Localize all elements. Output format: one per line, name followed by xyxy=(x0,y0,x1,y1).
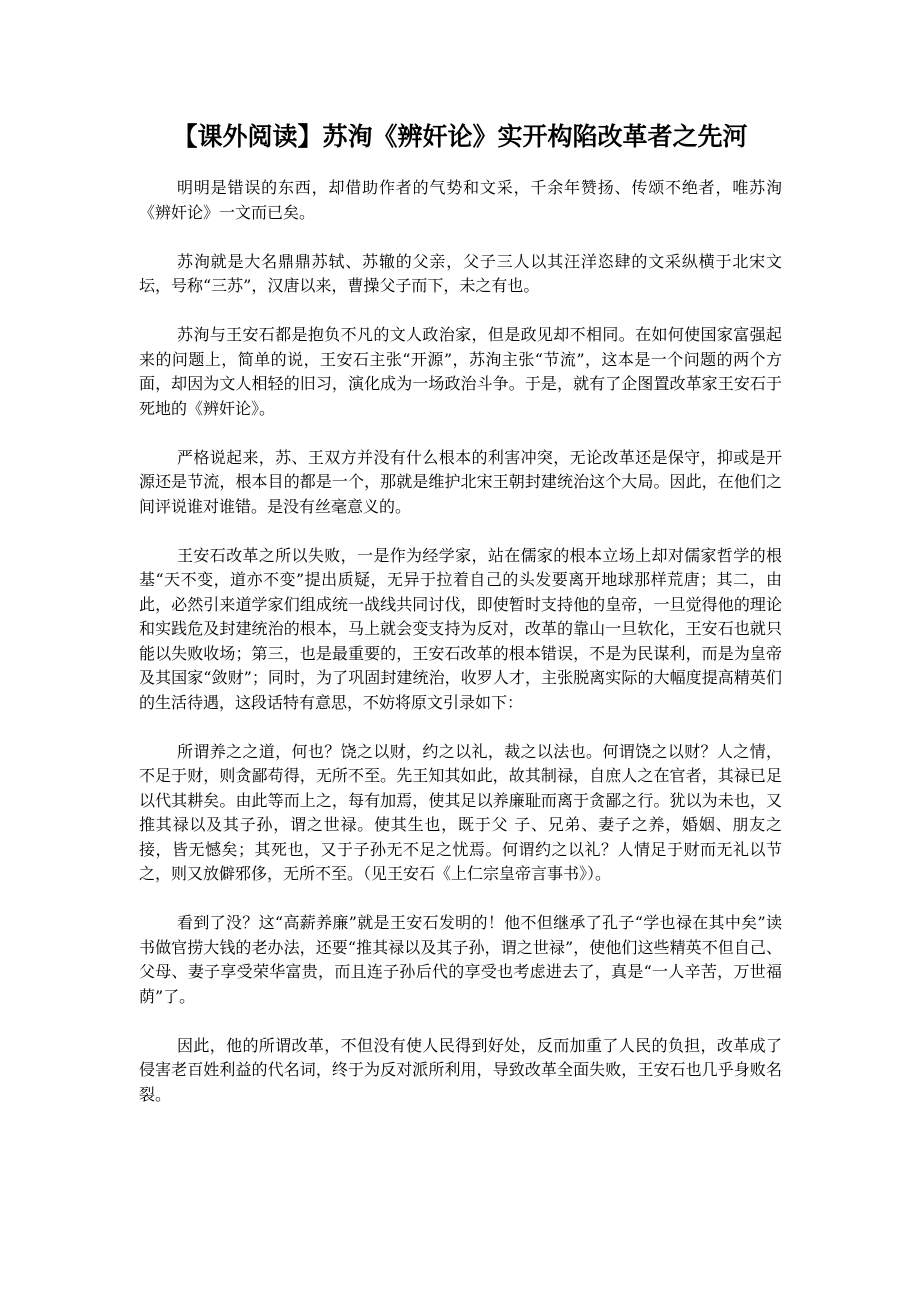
paragraph: 明明是错误的东西，却借助作者的气势和文采，千余年赞扬、传颂不绝者，唯苏洵《辨奸论》一文而已矣。 xyxy=(139,178,782,222)
paragraph: 苏洵与王安石都是抱负不凡的文人政治家，但是政见却不相同。在如何使国家富强起来的问题上，简单的说，王安石主张“开源”，苏洵主张“节流”，这本是一个问题的两个方面，却因为文人相轻的旧习，演化成为一场政治斗争。于是，就有了企图置改革家王安石于死地的《辨奸论》。 xyxy=(139,325,782,418)
paragraph: 因此，他的所谓改革，不但没有使人民得到好处，反而加重了人民的负担，改革成了侵害老百姓利益的代名词，终于为反对派所利用，导致改革全面失败，王安石也几乎身败名裂。 xyxy=(139,1035,782,1104)
document-title: 【课外阅读】苏洵《辨奸论》实开构陷改革者之先河 xyxy=(172,122,748,151)
paragraph: 苏洵就是大名鼎鼎苏轼、苏辙的父亲，父子三人以其汪洋恣肆的文采纵横于北宋文坛，号称“三苏”，汉唐以来，曹操父子而下，未之有也。 xyxy=(139,251,782,295)
paragraph: 严格说起来，苏、王双方并没有什么根本的利害冲突，无论改革还是保守，抑或是开源还是节流，根本目的都是一个，那就是维护北宋王朝封建统治这个大局。因此，在他们之间评说谁对谁错。是没有丝毫意义的。 xyxy=(139,447,782,516)
document-body xyxy=(139,176,782,1132)
quoted-passage: 所谓养之之道，何也？饶之以财，约之以礼，裁之以法也。何谓饶之以财？人之情，不足于财，则贪鄙苟得，无所不至。先王知其如此，故其制禄，自庶人之在官者，其禄已足以代其耕矣。由此等而上之，每有加焉，使其足以养廉耻而离于贪鄙之行。犹以为未也，又推其禄以及其子孙，谓之世禄。使其生也，既于父 子、兄弟、妻子之养，婚姻、朋友之接，皆无憾矣；其死也，又于子孙无不足之忧焉。何谓约之以礼？人情足于财而无礼以节之，则又放僻邪侈，无所不至。（见王安石《上仁宗皇帝言事书》）。 xyxy=(139,741,782,883)
paragraph: 王安石改革之所以失败，一是作为经学家，站在儒家的根本立场上却对儒家哲学的根基“天不变，道亦不变”提出质疑，无异于拉着自己的头发要离开地球那样荒唐；其二，由此，必然引来道学家们组成统一战线共同讨伐，即使暂时支持他的皇帝，一旦觉得他的理论和实践危及封建统治的根本，马上就会变支持为反对，改革的靠山一旦软化，王安石也就只能以失败收场；第三，也是最重要的，王安石改革的根本错误，不是为民谋利，而是为皇帝及其国家“敛财”；同时，为了巩固封建统治，收罗人才，主张脱离实际的大幅度提高精英们的生活待遇，这段话特有意思，不妨将原文引录如下： xyxy=(139,545,782,712)
paragraph: 看到了没？这“高薪养廉”就是王安石发明的！他不但继承了孔子“学也禄在其中矣”读书做官捞大钱的老办法，还要“推其禄以及其子孙，谓之世禄”，使他们这些精英不但自己、父母、妻子享受荣华富贵，而且连子孙后代的享受也考虑进去了，真是“一人辛苦，万世福荫”了。 xyxy=(139,913,782,1006)
